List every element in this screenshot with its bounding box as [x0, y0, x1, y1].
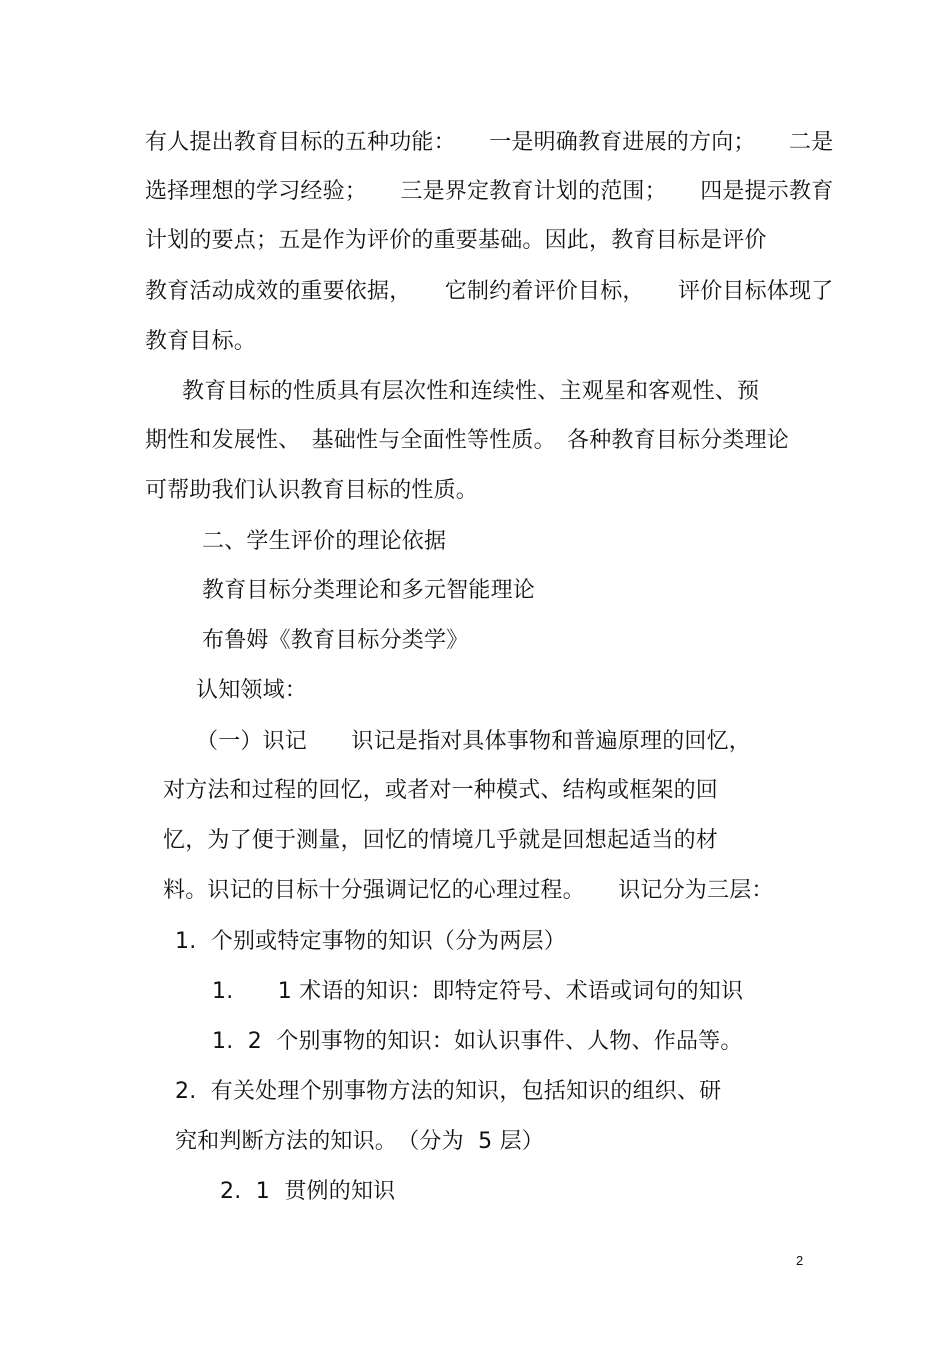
- list-item: 究和判断方法的知识。 （分为 5 层）: [175, 1129, 544, 1154]
- paragraph-line: 料。识记的目标十分强调记忆的心理过程。 识记分为三层：: [163, 878, 774, 903]
- section-heading: 二、学生评价的理论依据: [202, 529, 447, 554]
- list-item: 2. 1 贯例的知识: [220, 1179, 396, 1204]
- paragraph-line: 教育活动成效的重要依据， 它制约着评价目标， 评价目标体现了: [145, 279, 834, 304]
- paragraph-line: 可帮助我们认识教育目标的性质。: [145, 478, 479, 503]
- paragraph-line: 教育目标。: [145, 329, 257, 354]
- paragraph-line: （一）识记 识记是指对具体事物和普遍原理的回忆，: [196, 729, 752, 754]
- paragraph-line: 有人提出教育目标的五种功能： 一是明确教育进展的方向； 二是: [145, 130, 834, 155]
- paragraph-line: 认知领域：: [196, 678, 308, 703]
- list-item: 1. 1 术语的知识：即特定符号、术语或词句的知识: [212, 979, 744, 1004]
- paragraph-line: 计划的要点；五是作为评价的重要基础。因此，教育目标是评价: [145, 228, 767, 253]
- paragraph-line: 布鲁姆《教育目标分类学》: [202, 628, 469, 653]
- paragraph-line: 教育目标的性质具有层次性和连续性、主观星和客观性、预: [182, 379, 760, 404]
- paragraph-line: 对方法和过程的回忆，或者对一种模式、结构或框架的回: [163, 778, 719, 803]
- paragraph-line: 选择理想的学习经验； 三是界定教育计划的范围； 四是提示教育: [145, 179, 834, 204]
- list-item: 2. 有关处理个别事物方法的知识，包括知识的组织、研: [175, 1079, 722, 1104]
- paragraph-line: 忆，为了便于测量，回忆的情境几乎就是回想起适当的材: [163, 828, 719, 853]
- paragraph-line: 期性和发展性、 基础性与全面性等性质。 各种教育目标分类理论: [145, 428, 790, 453]
- list-item: 1. 个别或特定事物的知识（分为两层）: [175, 929, 566, 954]
- list-item: 1. 2 个别事物的知识：如认识事件、人物、作品等。: [212, 1029, 743, 1054]
- paragraph-line: 教育目标分类理论和多元智能理论: [202, 578, 536, 603]
- page-number: 2: [796, 1253, 804, 1268]
